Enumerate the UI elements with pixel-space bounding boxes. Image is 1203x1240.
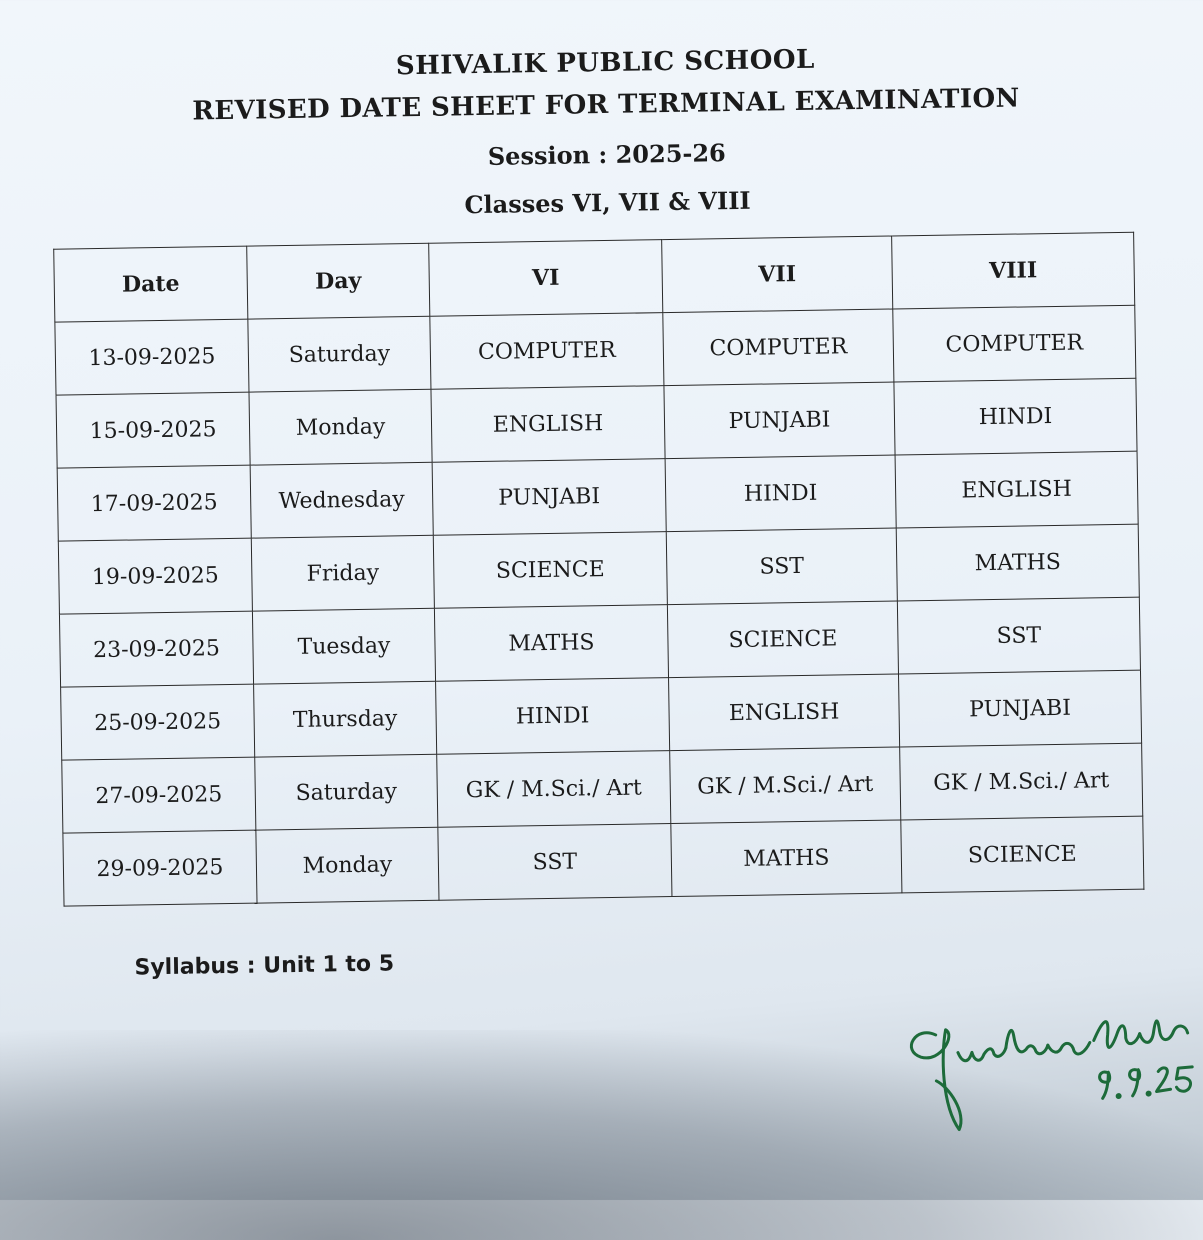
subject-cell: GK / M.Sci./ Art <box>437 751 671 828</box>
day-cell: Saturday <box>255 754 438 830</box>
subject-cell: COMPUTER <box>663 309 894 386</box>
subject-cell: SST <box>438 824 672 901</box>
date-cell: 13-09-2025 <box>55 319 249 395</box>
subject-cell: HINDI <box>436 678 670 755</box>
day-cell: Thursday <box>254 681 437 757</box>
classes-label: Classes VI, VII & VIII <box>464 185 751 220</box>
day-cell: Monday <box>249 389 432 465</box>
subject-cell: PUNJABI <box>898 670 1141 747</box>
handwritten-signature <box>895 990 1203 1145</box>
column-header-day: Day <box>247 243 430 319</box>
subject-cell: MATHS <box>671 820 902 897</box>
signature-date-strokes <box>1099 1067 1192 1098</box>
subject-cell: ENGLISH <box>431 386 665 463</box>
day-cell: Monday <box>256 827 439 903</box>
subject-cell: HINDI <box>894 378 1137 455</box>
date-cell: 27-09-2025 <box>62 757 256 833</box>
subject-cell: SST <box>897 597 1140 674</box>
subject-cell: SCIENCE <box>433 532 667 609</box>
day-cell: Tuesday <box>252 608 435 684</box>
subject-cell: MATHS <box>434 605 668 682</box>
syllabus-note: Syllabus : Unit 1 to 5 <box>134 951 395 981</box>
date-cell: 29-09-2025 <box>63 830 257 906</box>
subject-cell: GK / M.Sci./ Art <box>900 743 1143 820</box>
subject-cell: MATHS <box>896 524 1139 601</box>
column-header-class-viii: VIII <box>892 232 1135 309</box>
day-cell: Saturday <box>248 316 431 392</box>
document-title: REVISED DATE SHEET FOR TERMINAL EXAMINATION <box>192 83 1020 127</box>
subject-cell: ENGLISH <box>669 674 900 751</box>
subject-cell: COMPUTER <box>893 305 1136 382</box>
school-name: SHIVALIK PUBLIC SCHOOL <box>395 44 816 82</box>
table-row <box>63 816 1144 906</box>
column-header-class-vii: VII <box>662 236 893 313</box>
subject-cell: COMPUTER <box>430 313 664 390</box>
subject-cell: PUNJABI <box>664 382 895 459</box>
column-header-class-vi: VI <box>429 240 663 317</box>
date-cell: 17-09-2025 <box>57 465 251 541</box>
day-cell: Wednesday <box>250 462 433 538</box>
date-cell: 25-09-2025 <box>61 684 255 760</box>
date-cell: 23-09-2025 <box>59 611 253 687</box>
subject-cell: SCIENCE <box>901 816 1144 893</box>
subject-cell: SCIENCE <box>667 601 898 678</box>
date-cell: 19-09-2025 <box>58 538 252 614</box>
subject-cell: HINDI <box>665 455 896 532</box>
signature-strokes <box>911 1020 1189 1130</box>
date-sheet-page <box>40 31 1187 1159</box>
column-header-date: Date <box>54 246 248 322</box>
subject-cell: GK / M.Sci./ Art <box>670 747 901 824</box>
subject-cell: SST <box>666 528 897 605</box>
day-cell: Friday <box>251 535 434 611</box>
subject-cell: ENGLISH <box>895 451 1138 528</box>
exam-schedule-table <box>53 232 1144 907</box>
session-label: Session : 2025-26 <box>487 138 726 171</box>
subject-cell: PUNJABI <box>432 459 666 536</box>
date-cell: 15-09-2025 <box>56 392 250 468</box>
